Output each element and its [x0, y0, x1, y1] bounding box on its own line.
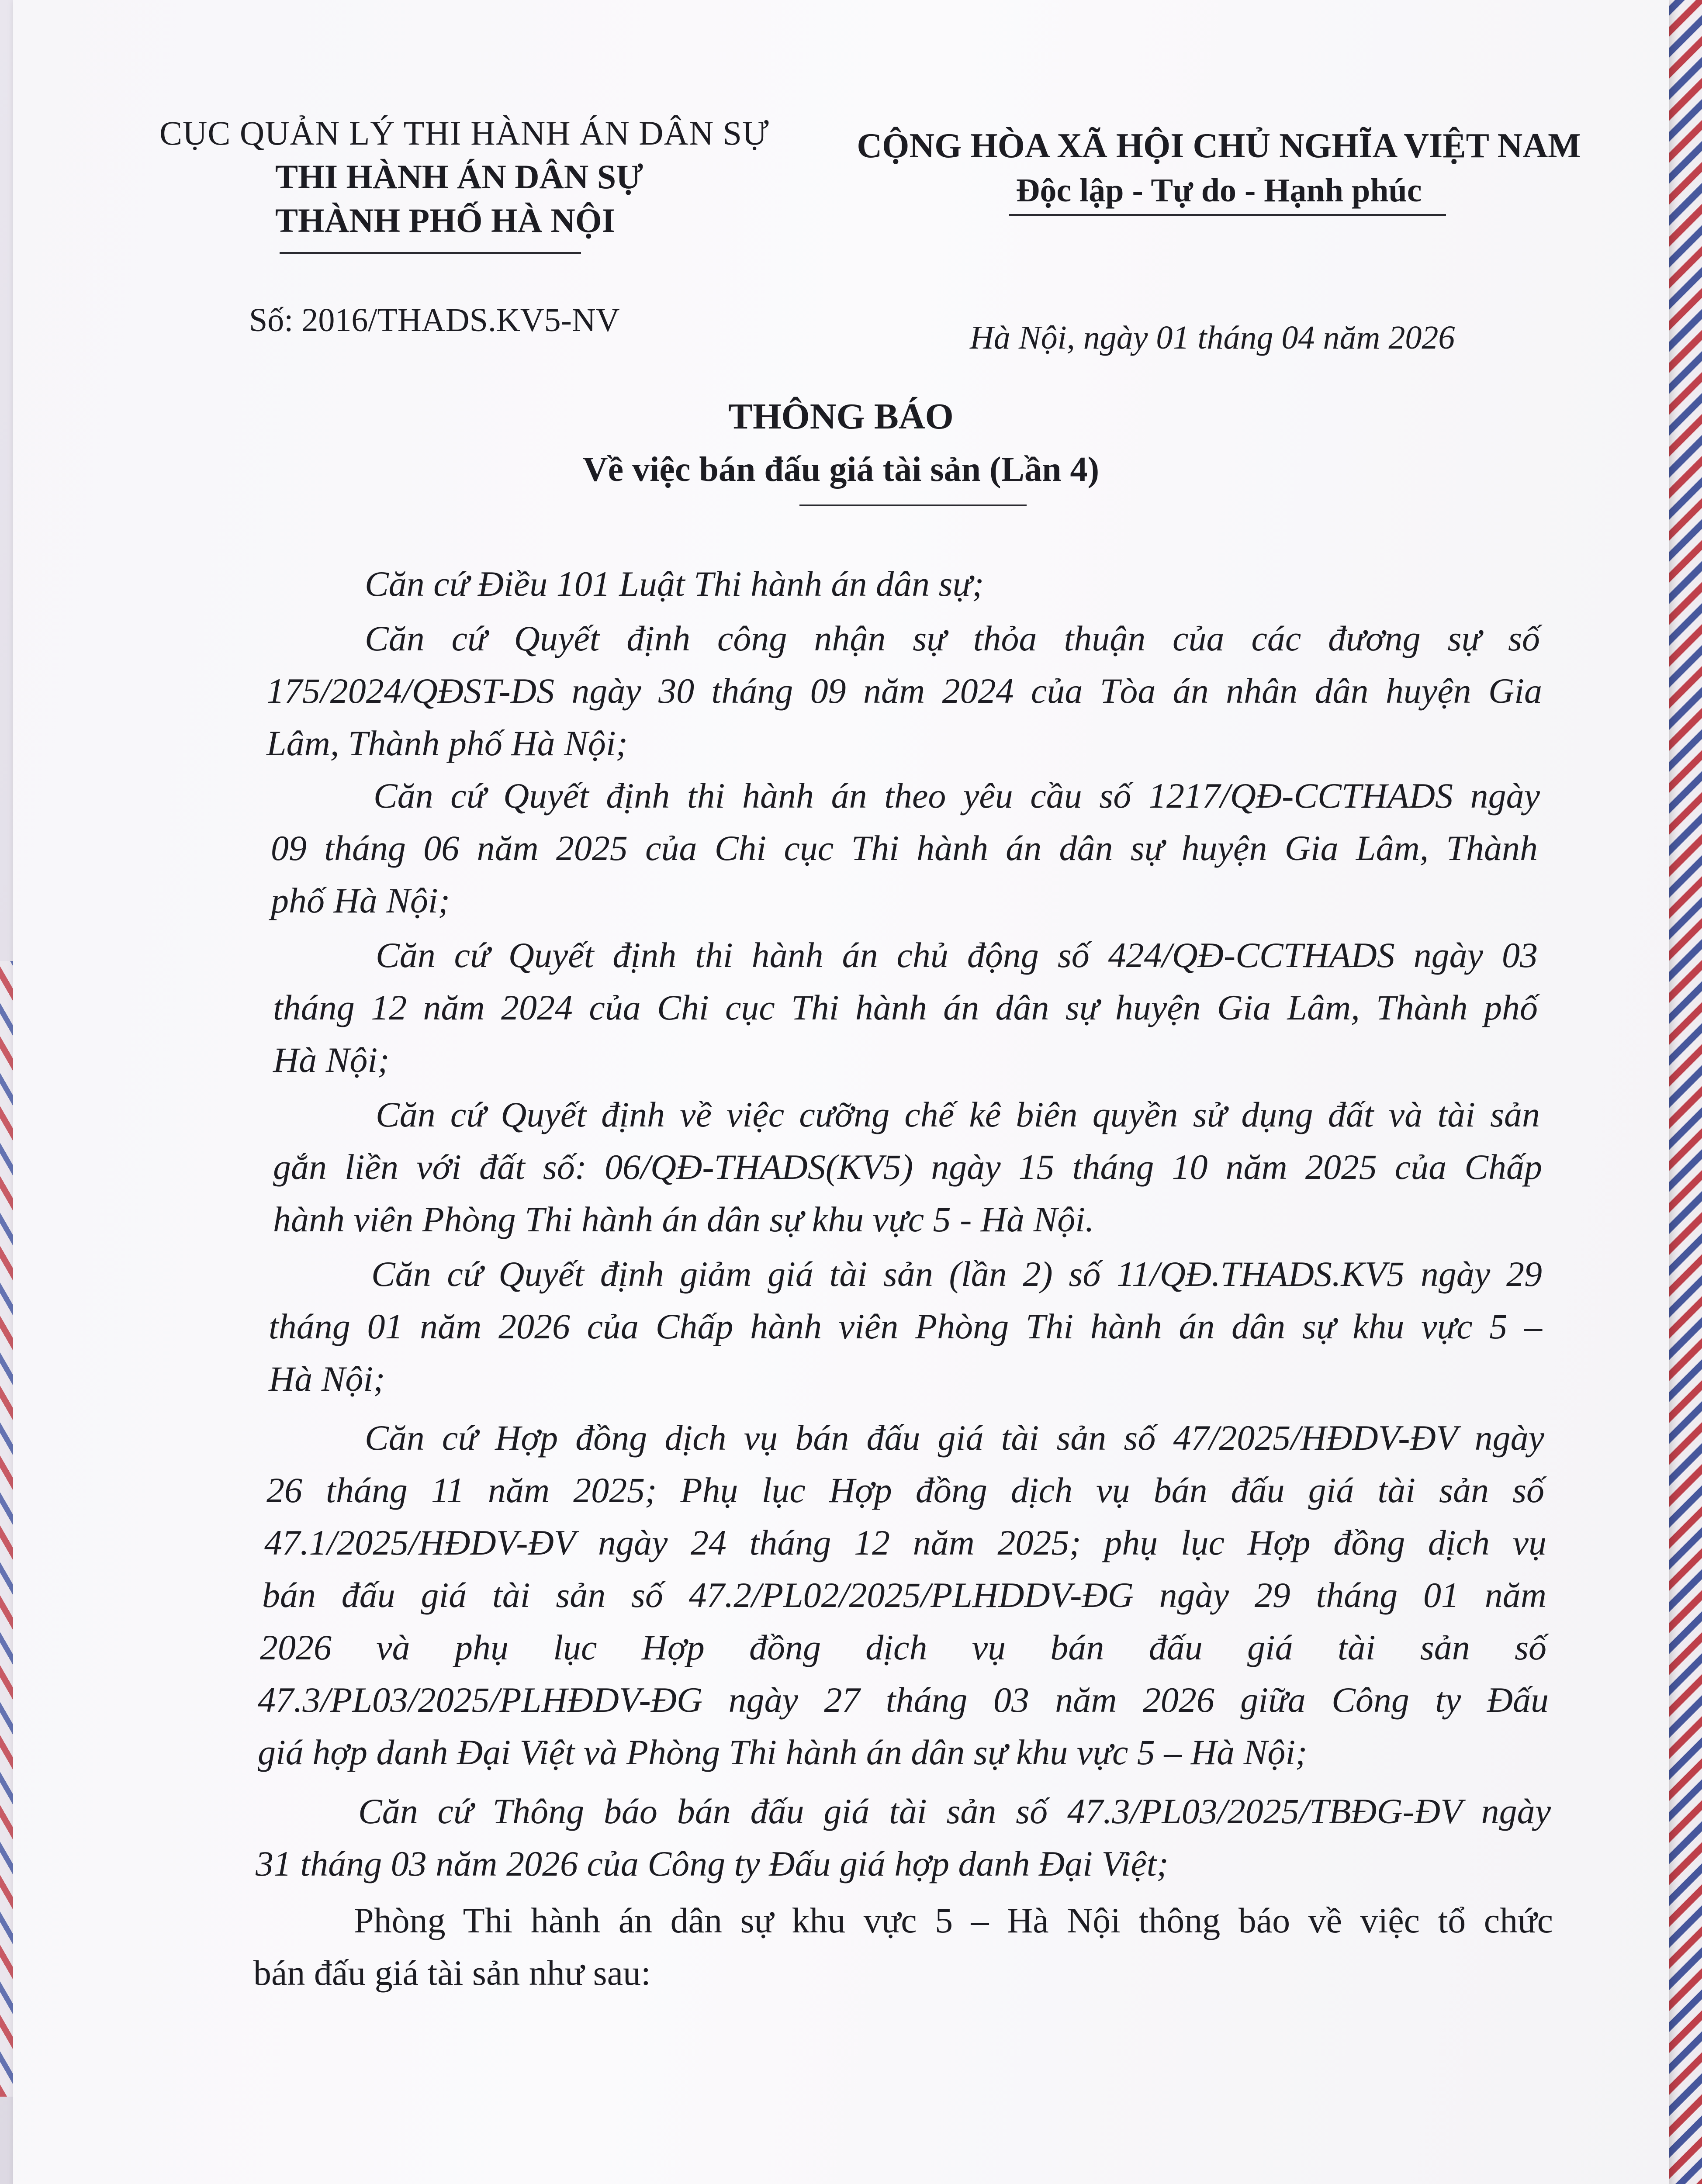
- body-line: tháng 01 năm 2026 của Chấp hành viên Phòng Thi hành án dân sự khu vực 5 –: [269, 1306, 1542, 1346]
- body-line: 47.3/PL03/2025/PLHĐDV-ĐG ngày 27 tháng 03 năm 2026 giữa Công ty Đấu: [258, 1680, 1549, 1720]
- body-line: tháng 12 năm 2024 của Chi cục Thi hành án dân sự huyện Gia Lâm, Thành phố: [273, 988, 1538, 1027]
- body-line: Căn cứ Quyết định về việc cưỡng chế kê biên quyền sử dụng đất và tài sản: [376, 1095, 1540, 1134]
- body-line: Căn cứ Quyết định công nhận sự thỏa thuận của các đương sự số: [365, 619, 1540, 658]
- body-line: Căn cứ Điều 101 Luật Thi hành án dân sự;: [365, 564, 984, 604]
- document-page: [13, 0, 1669, 2184]
- body-line: Lâm, Thành phố Hà Nội;: [266, 723, 628, 763]
- body-line: Căn cứ Hợp đồng dịch vụ bán đấu giá tài sản số 47/2025/HĐDV-ĐV ngày: [365, 1418, 1544, 1458]
- place-and-date: Hà Nội, ngày 01 tháng 04 năm 2026: [970, 319, 1455, 356]
- document-subtitle: Về việc bán đấu giá tài sản (Lần 4): [582, 450, 1100, 489]
- body-line: Căn cứ Quyết định thi hành án chủ động số 424/QĐ-CCTHADS ngày 03: [376, 935, 1538, 975]
- body-line: gắn liền với đất số: 06/QĐ-THADS(KV5) ngày 15 tháng 10 năm 2025 của Chấp: [273, 1147, 1542, 1187]
- body-line: bán đấu giá tài sản như sau:: [253, 1953, 651, 1993]
- body-line: 175/2024/QĐST-DS ngày 30 tháng 09 năm 2024 của Tòa án nhân dân huyện Gia: [266, 671, 1542, 711]
- body-line: Phòng Thi hành án dân sự khu vực 5 – Hà Nội thông báo về việc tổ chức: [354, 1901, 1553, 1940]
- agency-parent: CỤC QUẢN LÝ THI HÀNH ÁN DÂN SỰ: [159, 114, 769, 152]
- body-line: giá hợp danh Đại Việt và Phòng Thi hành án dân sự khu vực 5 – Hà Nội;: [258, 1732, 1308, 1772]
- body-line: phố Hà Nội;: [271, 881, 450, 920]
- agency-name-line1: THI HÀNH ÁN DÂN SỰ: [275, 158, 643, 196]
- national-header-block: [834, 122, 1603, 211]
- body-line: Hà Nội;: [273, 1040, 390, 1080]
- agency-name-line2: THÀNH PHỐ HÀ NỘI: [275, 201, 615, 239]
- body-line: Căn cứ Quyết định thi hành án theo yêu cầu số 1217/QĐ-CCTHADS ngày: [374, 776, 1540, 816]
- document-title: THÔNG BÁO: [728, 396, 954, 437]
- body-line: hành viên Phòng Thi hành án dân sự khu vực 5 - Hà Nội.: [273, 1199, 1094, 1239]
- document-number: Số: 2016/THADS.KV5-NV: [249, 302, 620, 339]
- motto-underline: [1009, 214, 1446, 216]
- body-line: Căn cứ Thông báo bán đấu giá tài sản số 47.3/PL03/2025/TBĐG-ĐV ngày: [358, 1791, 1551, 1831]
- body-line: Hà Nội;: [269, 1359, 385, 1399]
- body-line: Căn cứ Quyết định giảm giá tài sản (lần 2) số 11/QĐ.THADS.KV5 ngày 29: [371, 1254, 1542, 1294]
- republic-name: CỘNG HÒA XÃ HỘI CHỦ NGHĨA VIỆT NAM: [857, 127, 1581, 165]
- national-motto: Độc lập - Tự do - Hạnh phúc: [1016, 172, 1422, 209]
- body-line: 09 tháng 06 năm 2025 của Chi cục Thi hành án dân sự huyện Gia Lâm, Thành: [271, 828, 1538, 868]
- body-line: 2026 và phụ lục Hợp đồng dịch vụ bán đấu giá tài sản số: [260, 1628, 1546, 1667]
- body-line: bán đấu giá tài sản số 47.2/PL02/2025/PLHDDV-ĐG ngày 29 tháng 01 năm: [262, 1575, 1546, 1615]
- body-line: 31 tháng 03 năm 2026 của Công ty Đấu giá hợp danh Đại Việt;: [256, 1844, 1169, 1883]
- body-line: 26 tháng 11 năm 2025; Phụ lục Hợp đồng dịch vụ bán đấu giá tài sản số: [266, 1470, 1544, 1510]
- body-line: 47.1/2025/HĐDV-ĐV ngày 24 tháng 12 năm 2025; phụ lục Hợp đồng dịch vụ: [264, 1523, 1546, 1562]
- agency-underline: [280, 252, 581, 254]
- subtitle-underline: [799, 505, 1027, 506]
- issuing-agency-block: [144, 111, 799, 242]
